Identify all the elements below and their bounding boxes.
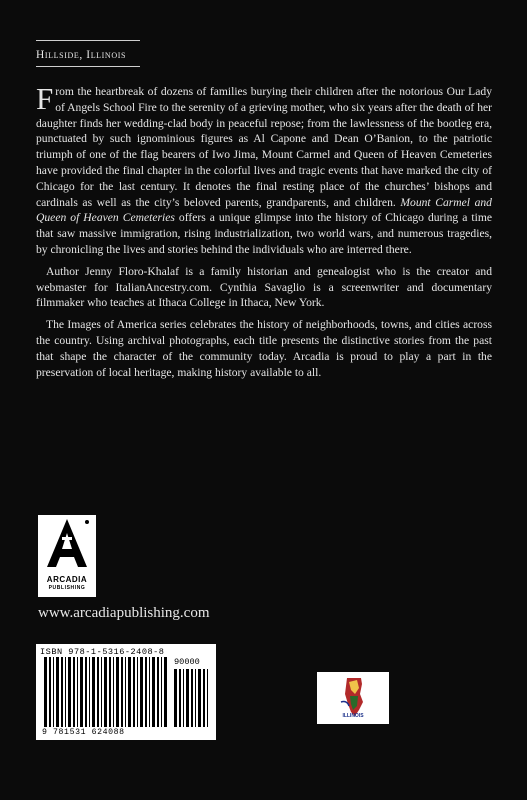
barcode-bar [186,669,189,727]
barcode-bar [152,657,155,727]
isbn-barcode [36,644,216,740]
barcode-bar [174,669,177,727]
ean-barcode-bars [44,657,170,727]
barcode-bar [125,657,126,727]
blurb-p1-italic-title: Mount Carmel and Queen of Heaven Cemeteries [36,195,492,225]
barcode-bar [53,657,54,727]
barcode-bar [44,657,47,727]
blurb-paragraph-3: The Images of America series celebrates the history of neighborhoods, towns, and cities across the country. Using archival photographs, each title presents the distinctive stories from the past that shape the character of the community today. Arcadia is proud to play a part in the preservation of local heritage, making history available to all. [36,318,492,379]
barcode-bar [109,657,111,727]
barcode-bar [80,657,83,727]
blurb-paragraph-1 [36,81,492,258]
barcode-bar [49,657,51,727]
barcode-bar [183,669,184,727]
blurb-p1-text-b: offers a unique glimpse into the history of Chicago during a time that saw massive immigration, rising industrialization, two world wars, and numerous tragedies, by chronicling the lives and stories behind the individuals who are interred there. [36,211,492,256]
logo-word-arcadia: ARCADIA [46,575,88,584]
barcode-bar [191,669,193,727]
price-code: 90000 [174,657,200,667]
barcode-bar [77,657,78,727]
bottom-rule [36,66,140,67]
barcode-bar [161,657,162,727]
price-barcode-bars [174,669,210,727]
barcode-bar [97,657,99,727]
barcode-bar [85,657,87,727]
barcode-bar [92,657,95,727]
arcadia-logo [38,515,96,597]
back-cover-blurb [36,81,492,386]
barcode-bar [137,657,138,727]
arcadia-a-icon [38,515,96,571]
barcode-bar [195,669,196,727]
state-label: ILLINOIS [342,713,364,719]
barcode-bar [157,657,159,727]
barcode-bar [149,657,150,727]
barcode-bar [113,657,114,727]
barcode-bar [198,669,201,727]
publisher-url[interactable]: www.arcadiapublishing.com [38,605,210,621]
barcode-bar [128,657,131,727]
barcode-bar [145,657,147,727]
location-heading: Hillside, Illinois [36,49,127,61]
barcode-bar [61,657,63,727]
barcode-bar [116,657,119,727]
barcode-bar [164,657,167,727]
barcode-bar [56,657,59,727]
barcode-bar [104,657,107,727]
barcode-bar [101,657,102,727]
barcode-bar [207,669,208,727]
barcode-bar [89,657,90,727]
blurb-paragraph-2: Author Jenny Floro-Khalaf is a family historian and genealogist who is the creator and webmaster for ItalianAncestry.com. Cynthia Savaglio is a screenwriter and documentary filmmaker who teaches at Ithaca College in Ithaca, New York. [36,264,492,310]
isbn-label: ISBN 978-1-5316-2408-8 [40,647,165,657]
barcode-bar [140,657,143,727]
illinois-state-badge [317,672,389,724]
top-rule [36,40,140,41]
logo-word-publishing: PUBLISHING [48,585,86,591]
barcode-bar [121,657,123,727]
drop-cap: F [36,81,54,116]
barcode-digits: 9 781531 624088 [42,728,125,737]
barcode-bar [73,657,75,727]
barcode-bar [68,657,71,727]
barcode-bar [65,657,66,727]
barcode-bar [203,669,205,727]
barcode-bar [179,669,181,727]
barcode-bar [133,657,135,727]
blurb-p1-text-a: rom the heartbreak of dozens of families burying their children after the notorious Our Lady of Angels School Fire to the serenity of a grieving mother, who six years after the death of her daughter finds her wedding-clad body in peaceful repose; from the lawlessness of the bootleg era, punctuated by such ignominious figures as Al Capone and Dean O’Banion, to the patriotic triumph of one of the flag bearers of Iwo Jima, Mount Carmel and Queen of Heaven Cemeteries have provided the final chapter in the colorful lives and tragic events that have marked the city of Chicago for the last century. It denotes the final resting place of the churches’ bishops and cardinals as well as the city’s beloved parents, grandparents, and children. [36,85,492,209]
